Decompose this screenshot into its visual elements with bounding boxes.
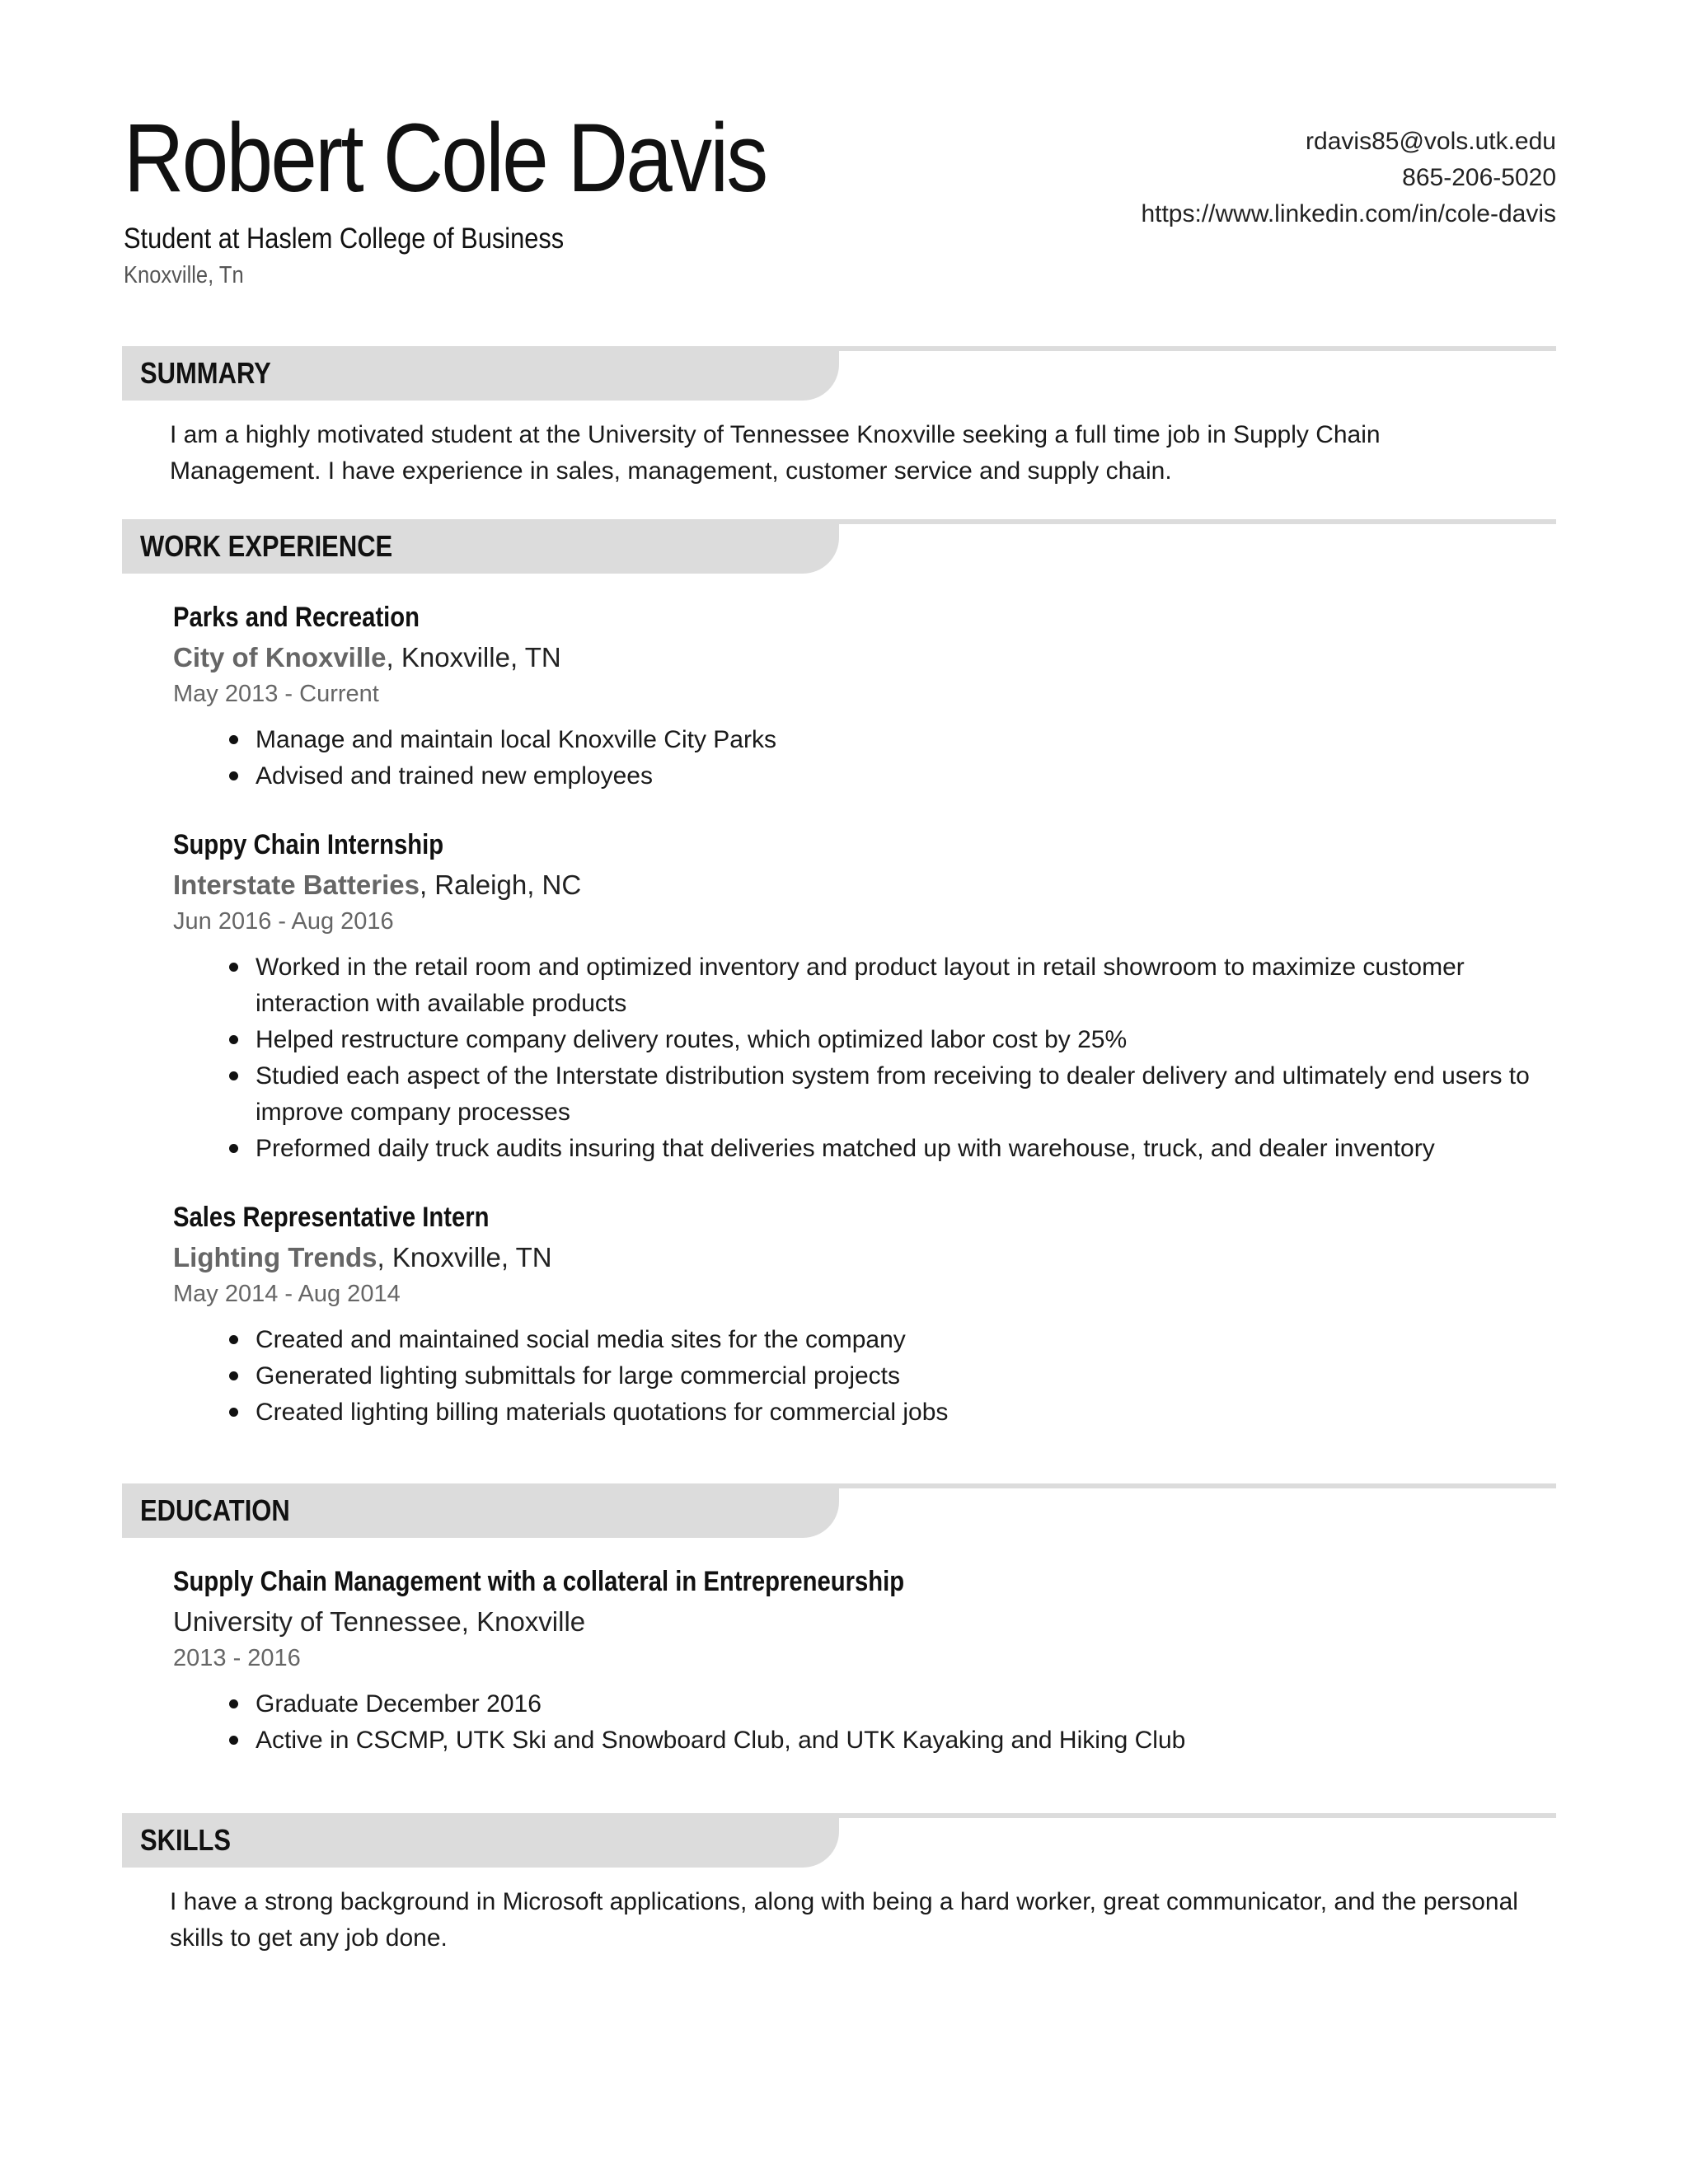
job-title: Sales Representative Intern (173, 1202, 490, 1233)
job-entry (173, 602, 1541, 794)
employer-name: Interstate Batteries (173, 869, 420, 900)
section-title: EDUCATION (140, 1493, 290, 1527)
candidate-name: Robert Cole Davis (124, 104, 767, 213)
job-dates: Jun 2016 - Aug 2016 (173, 908, 394, 935)
degree-title: Supply Chain Management with a collateral in Entrepreneurship (173, 1566, 905, 1597)
job-title: Suppy Chain Internship (173, 829, 444, 860)
email-link[interactable]: rdavis85@vols.utk.edu (1306, 128, 1556, 155)
list-item: Helped restructure company delivery routes, which optimized labor cost by 25% (256, 1022, 1541, 1058)
section-title: WORK EXPERIENCE (140, 529, 393, 563)
job-bullets (173, 722, 1541, 794)
list-item: Studied each aspect of the Interstate distribution system from receiving to dealer delivery and ultimately end users to improve company processes (256, 1058, 1541, 1131)
job-entry (173, 1202, 1541, 1431)
employer-location: , Knoxville, TN (386, 642, 561, 673)
job-employer (173, 640, 1541, 676)
education-entry (173, 1566, 1541, 1759)
linkedin-link[interactable]: https://www.linkedin.com/in/cole-davis (1141, 200, 1556, 227)
contact-block (1141, 124, 1556, 232)
job-entry (173, 829, 1541, 1167)
list-item: Active in CSCMP, UTK Ski and Snowboard Club, and UTK Kayaking and Hiking Club (256, 1722, 1541, 1759)
job-employer (173, 867, 1541, 903)
list-item: Generated lighting submittals for large commercial projects (256, 1358, 1541, 1394)
list-item: Created lighting billing materials quotations for commercial jobs (256, 1394, 1541, 1431)
section-header-tab (122, 1483, 839, 1538)
section-header-tab (122, 346, 839, 401)
education-bullets (173, 1686, 1541, 1759)
phone-number: 865-206-5020 (1402, 164, 1556, 191)
list-item: Worked in the retail room and optimized inventory and product layout in retail showroom to maximize customer interaction with available products (256, 949, 1541, 1022)
section-header-tab (122, 1813, 839, 1868)
list-item: Advised and trained new employees (256, 758, 1541, 794)
section-header-tab (122, 519, 839, 574)
education-dates: 2013 - 2016 (173, 1645, 301, 1671)
skills-text: I have a strong background in Microsoft applications, along with being a hard worker, great communicator, and the personal skills to get any job done. (170, 1888, 1518, 1952)
job-title: Parks and Recreation (173, 602, 420, 633)
job-employer (173, 1240, 1541, 1276)
section-title: SKILLS (140, 1823, 232, 1857)
list-item: Graduate December 2016 (256, 1686, 1541, 1722)
summary-text: I am a highly motivated student at the University of Tennessee Knoxville seeking a full time job in Supply Chain Management. I have experience in sales, management, customer service and supply chain. (170, 421, 1381, 485)
list-item: Created and maintained social media sites for the company (256, 1322, 1541, 1358)
candidate-headline: Student at Haslem College of Business (124, 223, 565, 255)
job-dates: May 2014 - Aug 2014 (173, 1281, 401, 1307)
list-item: Preformed daily truck audits insuring that deliveries matched up with warehouse, truck, and dealer inventory (256, 1131, 1541, 1167)
job-bullets (173, 1322, 1541, 1431)
employer-location: , Raleigh, NC (419, 869, 582, 900)
candidate-location: Knoxville, Tn (124, 262, 244, 288)
employer-location: , Knoxville, TN (377, 1242, 552, 1272)
employer-name: Lighting Trends (173, 1242, 377, 1272)
list-item: Manage and maintain local Knoxville City Parks (256, 722, 1541, 758)
job-dates: May 2013 - Current (173, 681, 379, 707)
job-bullets (173, 949, 1541, 1167)
employer-name: City of Knoxville (173, 642, 387, 673)
section-title: SUMMARY (140, 356, 271, 390)
school-name: University of Tennessee, Knoxville (173, 1606, 586, 1637)
